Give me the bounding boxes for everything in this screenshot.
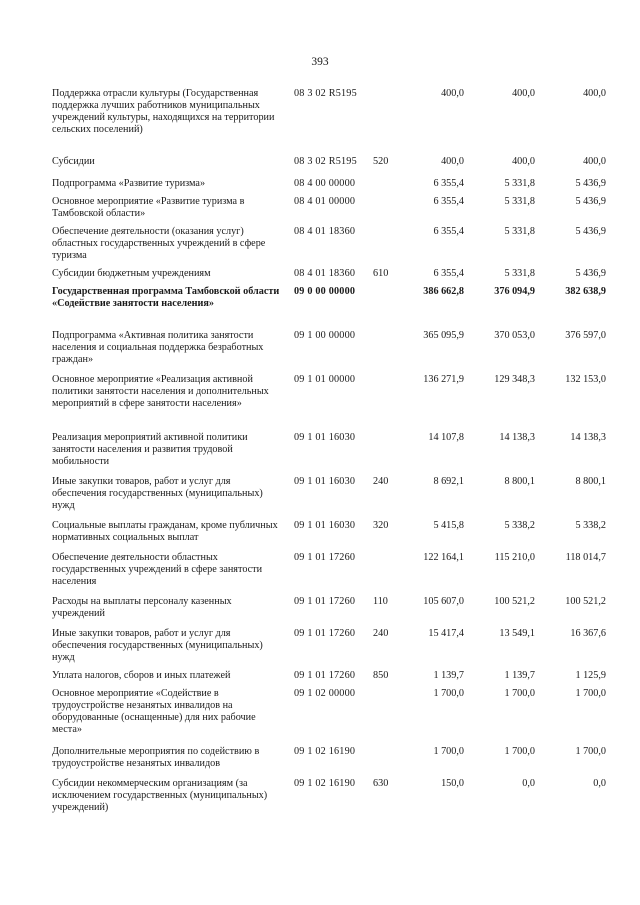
- row-name: Субсидии некоммерческим организациям (за исключением государственных (муниципальных) учреждений): [52, 778, 268, 813]
- row-value-1: 8 692,1: [433, 476, 464, 487]
- row-value-2: 1 700,0: [504, 688, 535, 699]
- row-name: Субсидии бюджетным учреждениям: [52, 268, 211, 279]
- row-value-2: 400,0: [512, 156, 535, 167]
- row-code: 08 4 00 00000: [294, 178, 356, 189]
- table-row: [0, 476, 640, 520]
- row-code: 09 1 01 16030: [294, 520, 356, 531]
- row-value-2: 5 331,8: [504, 268, 535, 279]
- row-value-3: 16 367,6: [570, 628, 606, 639]
- table-row: [0, 196, 640, 226]
- row-value-2: 5 331,8: [504, 178, 535, 189]
- table-row: [0, 520, 640, 552]
- row-code: 09 1 01 17260: [294, 552, 356, 563]
- row-name: Обеспечение деятельности областных государственных учреждений в сфере занятости населения: [52, 552, 263, 587]
- table-row: [0, 330, 640, 374]
- table-row: [0, 628, 640, 670]
- row-value-1: 400,0: [441, 156, 464, 167]
- row-value-1: 1 139,7: [433, 670, 464, 681]
- row-code: 08 4 01 00000: [294, 196, 356, 207]
- table-row: [0, 178, 640, 196]
- table-row: [0, 88, 640, 156]
- row-value-3: 1 125,9: [575, 670, 606, 681]
- row-vr: 850: [373, 670, 389, 681]
- row-name: Социальные выплаты гражданам, кроме публичных нормативных социальных выплат: [52, 520, 278, 543]
- row-value-3: 400,0: [583, 88, 606, 99]
- row-code: 09 1 02 16190: [294, 778, 356, 789]
- row-name: Обеспечение деятельности (оказания услуг) областных государственных учреждений в сфере туризма: [52, 226, 266, 261]
- row-value-3: 14 138,3: [570, 432, 606, 443]
- row-code: 09 1 01 17260: [294, 670, 356, 681]
- table-row: [0, 226, 640, 268]
- table-row: [0, 552, 640, 596]
- row-value-1: 14 107,8: [428, 432, 464, 443]
- row-value-1: 6 355,4: [433, 178, 464, 189]
- row-code: 09 1 01 16030: [294, 476, 356, 487]
- row-value-2: 0,0: [522, 778, 535, 789]
- row-code: 08 3 02 R5195: [294, 156, 357, 167]
- row-value-1: 6 355,4: [433, 196, 464, 207]
- row-value-3: 5 436,9: [575, 226, 606, 237]
- row-value-3: 5 436,9: [575, 268, 606, 279]
- row-value-1: 5 415,8: [433, 520, 464, 531]
- table-row: [0, 286, 640, 330]
- row-value-1: 365 095,9: [423, 330, 464, 341]
- row-value-3: 5 436,9: [575, 196, 606, 207]
- budget-table: [0, 88, 640, 822]
- table-row: [0, 746, 640, 778]
- row-code: 09 1 01 16030: [294, 432, 356, 443]
- row-value-3: 1 700,0: [575, 688, 606, 699]
- row-code: 09 1 02 00000: [294, 688, 356, 699]
- row-value-2: 13 549,1: [499, 628, 535, 639]
- table-row: [0, 670, 640, 688]
- table-row: [0, 688, 640, 746]
- row-name: Подпрограмма «Активная политика занятости населения и социальная поддержка безработных граждан»: [52, 330, 264, 365]
- row-value-2: 8 800,1: [504, 476, 535, 487]
- row-value-1: 1 700,0: [433, 688, 464, 699]
- row-code: 08 3 02 R5195: [294, 88, 357, 99]
- row-code: 09 0 00 00000: [294, 286, 356, 297]
- row-vr: 630: [373, 778, 389, 789]
- row-value-1: 136 271,9: [423, 374, 464, 385]
- row-value-3: 5 436,9: [575, 178, 606, 189]
- row-value-2: 115 210,0: [494, 552, 535, 563]
- row-value-3: 118 014,7: [565, 552, 606, 563]
- row-value-2: 370 053,0: [494, 330, 535, 341]
- row-vr: 240: [373, 476, 389, 487]
- row-value-2: 5 331,8: [504, 196, 535, 207]
- row-value-1: 122 164,1: [423, 552, 464, 563]
- row-vr: 320: [373, 520, 389, 531]
- row-code: 09 1 00 00000: [294, 330, 356, 341]
- row-value-1: 400,0: [441, 88, 464, 99]
- row-name: Уплата налогов, сборов и иных платежей: [52, 670, 231, 681]
- table-row: [0, 596, 640, 628]
- table-row: [0, 374, 640, 432]
- row-value-2: 400,0: [512, 88, 535, 99]
- row-value-3: 132 153,0: [565, 374, 606, 385]
- table-row: [0, 778, 640, 822]
- row-code: 08 4 01 18360: [294, 226, 356, 237]
- row-value-2: 1 700,0: [504, 746, 535, 757]
- row-name: Основное мероприятие «Содействие в трудоустройстве незанятых инвалидов на оборудованные (оснащенные) для них рабочие места»: [52, 688, 256, 735]
- table-row: [0, 156, 640, 178]
- row-name: Расходы на выплаты персоналу казенных учреждений: [52, 596, 232, 619]
- row-value-3: 376 597,0: [565, 330, 606, 341]
- page-number: 393: [311, 56, 329, 68]
- row-value-3: 382 638,9: [565, 286, 606, 297]
- row-value-3: 1 700,0: [575, 746, 606, 757]
- row-vr: 240: [373, 628, 389, 639]
- row-code: 09 1 01 17260: [294, 596, 356, 607]
- row-value-2: 376 094,9: [494, 286, 535, 297]
- row-vr: 610: [373, 268, 389, 279]
- table-row: [0, 432, 640, 476]
- row-code: 09 1 01 17260: [294, 628, 356, 639]
- row-vr: 110: [373, 596, 388, 607]
- row-value-2: 1 139,7: [504, 670, 535, 681]
- row-value-2: 14 138,3: [499, 432, 535, 443]
- row-value-1: 150,0: [441, 778, 464, 789]
- row-value-1: 386 662,8: [423, 286, 464, 297]
- row-value-2: 5 338,2: [504, 520, 535, 531]
- row-vr: 520: [373, 156, 389, 167]
- row-value-2: 5 331,8: [504, 226, 535, 237]
- row-value-3: 400,0: [583, 156, 606, 167]
- row-value-2: 129 348,3: [494, 374, 535, 385]
- row-value-1: 15 417,4: [428, 628, 464, 639]
- row-code: 09 1 01 00000: [294, 374, 356, 385]
- row-value-1: 6 355,4: [433, 226, 464, 237]
- row-value-3: 100 521,2: [565, 596, 606, 607]
- row-code: 09 1 02 16190: [294, 746, 356, 757]
- row-code: 08 4 01 18360: [294, 268, 356, 279]
- row-name: Дополнительные мероприятия по содействию в трудоустройстве незанятых инвалидов: [52, 746, 260, 769]
- row-name: Подпрограмма «Развитие туризма»: [52, 178, 206, 189]
- row-value-1: 6 355,4: [433, 268, 464, 279]
- row-value-3: 5 338,2: [575, 520, 606, 531]
- row-name: Субсидии: [52, 156, 95, 167]
- row-name: Основное мероприятие «Реализация активной политики занятости населения и дополнительных мероприятий в сфере занятости населения»: [52, 374, 269, 409]
- row-value-3: 0,0: [593, 778, 606, 789]
- row-value-1: 105 607,0: [423, 596, 464, 607]
- row-value-2: 100 521,2: [494, 596, 535, 607]
- row-name: Иные закупки товаров, работ и услуг для обеспечения государственных (муниципальных) нужд: [52, 476, 263, 511]
- row-name: Государственная программа Тамбовской области «Содействие занятости населения»: [52, 286, 280, 309]
- row-name: Иные закупки товаров, работ и услуг для обеспечения государственных (муниципальных) нужд: [52, 628, 263, 663]
- row-value-1: 1 700,0: [433, 746, 464, 757]
- row-value-3: 8 800,1: [575, 476, 606, 487]
- row-name: Реализация мероприятий активной политики занятости населения и развития трудовой мобильности: [52, 432, 248, 467]
- table-row: [0, 268, 640, 286]
- row-name: Основное мероприятие «Развитие туризма в Тамбовской области»: [52, 196, 245, 219]
- row-name: Поддержка отрасли культуры (Государственная поддержка лучших работников муниципальных учреждений культуры, находящихся на территории сельских поселений): [52, 88, 275, 135]
